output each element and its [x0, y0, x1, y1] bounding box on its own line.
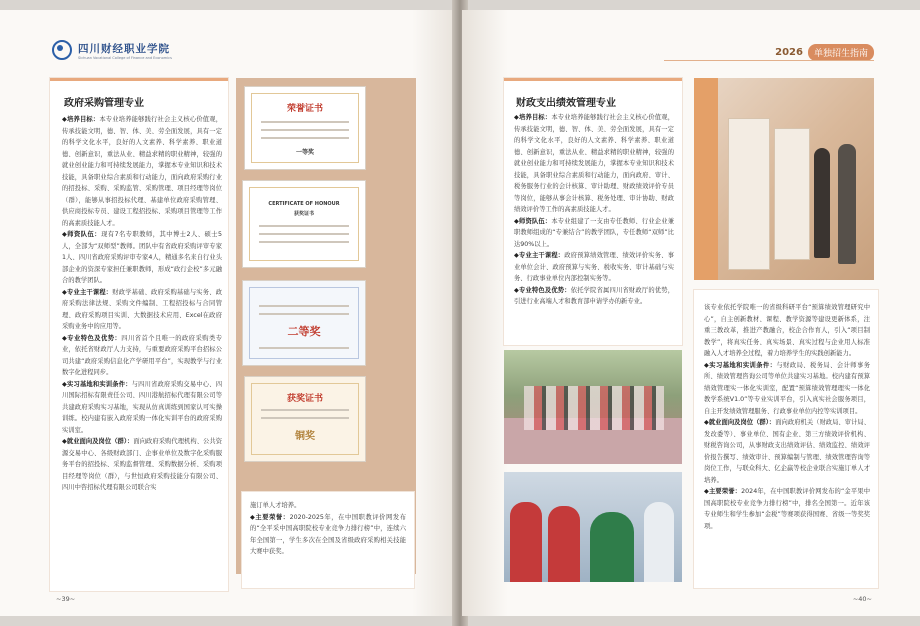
certificate-image: 二等奖 — [242, 280, 366, 366]
right-continuation-text — [704, 302, 870, 532]
block-text: 本专业培养能够践行社会主义核心价值观，传承技能文明，德、智、体、美、劳全面发展，具有一定的科学文化水平，良好的人文素养、科学素养、职业道德、创新意识，重法从业、精益求精的职业精神，较强的就业创业能力和可持续发展能力，掌握本专业知识和技术技能，具备职业综合素质和行动能力，面向政府、审计、税务服务行业的会计核算、审计助理、财政绩效评价专员等岗位，能够从事会计核算、税务处理、审计协助、财政绩效评价等工作的高素质技能人才。 — [514, 114, 675, 213]
page-number: ~40~ — [852, 595, 872, 603]
block-label: ◆就业面向及岗位（群）： — [704, 419, 776, 426]
right-page — [462, 10, 920, 616]
logo-name: 四川财经职业学院 — [78, 42, 170, 55]
logo-english: Sichuan Vocational College of Finance and Economics — [78, 55, 172, 60]
college-emblem-icon — [52, 40, 72, 60]
text-block — [704, 360, 870, 418]
block-text: 2024年，在中国职教评价网发布的“金平果中国高职院校专业竞争力排行榜”中，排名全国第一。近年该专业师生和学生参加“金税”等赛项获得国赛、省级一等奖奖项。 — [704, 488, 871, 530]
right-body-text — [514, 112, 674, 308]
block-label: ◆专业主干课程： — [62, 288, 113, 296]
block-text: 与财政局、税务局、会计师事务所、绩效管理咨询公司等单位共建实习基地。校内建有预算绩效管理实一体化实训室，配置“预算绩效管理理实一体化教学系统V1.0”等专业实训平台，引入真实社会服务项目，自主开发绩效管理服务、行政事业单位内控等实训项目。 — [704, 361, 871, 415]
text-block — [514, 285, 674, 308]
certificate-image: CERTIFICATE OF HONOUR 获奖证书 — [242, 180, 366, 268]
block-text: 施订单人才培养。 — [250, 502, 301, 509]
text-block — [704, 417, 870, 486]
text-block — [62, 114, 222, 229]
block-label: ◆实习基地和实训条件： — [62, 380, 132, 388]
block-label: ◆专业主干课程： — [514, 252, 565, 259]
block-label: ◆主要荣誉： — [250, 513, 290, 521]
students-photo — [504, 472, 682, 582]
page-number: ~39~ — [56, 595, 76, 603]
certificate-image: 荣誉证书 一等奖 — [244, 86, 366, 170]
block-text: 面向政府采购代理机构、公共资源交易中心、各级财政部门、企事业单位及数字化采购服务平台的招投标、采购监督管理、采购数据分析、采购项目经理等岗位（群），与世恒政府采购技能分有限公司、四川中咨招标代理有限公司联合实 — [62, 438, 223, 491]
college-logo — [52, 40, 172, 60]
block-text: 该专业依托学院唯一的省级科研平台“预算绩效管理研究中心”，自主创新教材、课程、教学资源等建设更新体系，注重三教改革，推进产教融合，校企合作育人，引入“项目制教学”，将真实任务、真实场景、真实过程与企业用人标准融入人才培养全过程，着力培养学生的实践创新能力。 — [704, 304, 870, 357]
block-label: ◆就业面向及岗位（群）： — [62, 438, 134, 445]
text-block — [250, 512, 406, 558]
text-block — [250, 500, 406, 512]
block-label: ◆培养目标： — [62, 116, 100, 123]
block-text: 本专业培养能够践行社会主义核心价值观，传承技能文明，德、智、体、美、劳全面发展，具有一定的科学文化水平，良好的人文素养、科学素养、职业道德、创新意识，重法从业、精益求精的职业精神，较强的就业创业能力和可持续发展能力，掌握本专业知识和技术技能，具备职业综合素质和行动能力，面向政府采购行业的招投标、采购、采购监管、采购管理、项目经理等岗位（群），能够从事招投标代理、基建单位政府采购管理、供应商投标专员、建设工程招投标、采购项目管理等工作的高素质技能人才。 — [62, 116, 223, 227]
left-continuation-text — [250, 500, 406, 558]
text-block — [704, 302, 870, 360]
text-block — [62, 333, 222, 379]
block-text: 本专业组建了一支由专任教师、行业企业兼职教师组成的“专兼结合”的教学团队，专任教师“双师”比达90%以上。 — [514, 217, 675, 248]
right-section-title: 财政支出绩效管理专业 — [516, 98, 616, 109]
header-tag: 单独招生指南 — [808, 44, 874, 61]
block-text: 依托学院省属四川省财政厅的优势，引进行业高端人才和教育部申请学办的新专业。 — [514, 286, 675, 305]
block-label: ◆实习基地和实训条件： — [704, 361, 777, 369]
header-rule — [664, 60, 874, 61]
text-block — [62, 229, 222, 287]
text-block — [514, 250, 674, 285]
block-text: 2020-2025年，在中国职教评价网发布的“全平采中国高职院校专业竞争力排行榜”中，连续六年全国第一，学生多次在全国及省级政府采购相关技能大赛中获奖。 — [250, 513, 406, 555]
header-year: 2026 — [775, 47, 803, 58]
block-label: ◆师资队伍： — [62, 231, 102, 238]
text-block — [62, 436, 222, 494]
group-photo — [504, 350, 682, 464]
block-label: ◆培养目标： — [514, 114, 552, 121]
block-text: 四川省首个且唯一的政府采购类专业，依托省财政厅人力支持，与重要政府采购平台招标公司共建“政府采购信息化产学研用平台”，实现教学与行业数字化进程同步。 — [62, 334, 223, 376]
text-block — [514, 216, 674, 251]
block-text: 与四川省政府采购交易中心、四川国际招标有限责任公司、四川港航招标代理有限公司等共建政府采购实习基地，实现从仿真训练到国家认可实操训练。校内建有嵌入政府采购一体化实训平台的政府采购实训室。 — [62, 380, 223, 434]
left-section-title: 政府采购管理专业 — [64, 98, 144, 109]
block-label: ◆师资队伍： — [514, 217, 552, 225]
block-label: ◆专业特色及优势： — [514, 286, 571, 294]
block-label: ◆专业特色及优势： — [62, 334, 122, 342]
left-page — [0, 10, 458, 616]
block-text: 财政学基础、政府采购基础与实务、政府采购法律法规、采购文件编制、工程招投标与合同管理、政府采购项目实训、大数据技术应用、Excel在政府采购业务中的应用等。 — [62, 288, 222, 330]
text-block — [704, 486, 870, 532]
left-body-text — [62, 114, 222, 494]
block-text: 面向政府机关（财政局、审计局、发改委等）、事业单位、国有企业、第三方绩效评价机构、财税咨询公司，从事财政支出绩效评估、绩效监控、绩效评价报告撰写、绩效审计、预算编制与管理、绩效管理咨询等岗位工作，与联众科大、亿企赢等校企业联合实施订单人才培养。 — [704, 419, 870, 484]
classroom-photo — [694, 78, 874, 280]
text-block — [514, 112, 674, 216]
block-text: 政府预算绩效管理、绩效评价实务、事业单位会计、政府预算与实务、税收实务、审计基础与实务、行政事业单位内部控制实务等。 — [514, 252, 674, 282]
guide-header — [775, 44, 874, 61]
block-text: 现有7名专职教师，其中博士2人、硕士5人，全部为“双师型”教师。团队中有省政府采购评审专家1人、四川省政府采购评审专家4人，精通多名来自行业头部企业的资深专家担任兼职教师，形成“政行企校”多元融合的教学团队。 — [62, 231, 222, 284]
certificate-image: 获奖证书 铜奖 — [244, 376, 366, 462]
block-label: ◆主要荣誉： — [704, 488, 742, 495]
text-block — [62, 287, 222, 333]
text-block — [62, 379, 222, 437]
